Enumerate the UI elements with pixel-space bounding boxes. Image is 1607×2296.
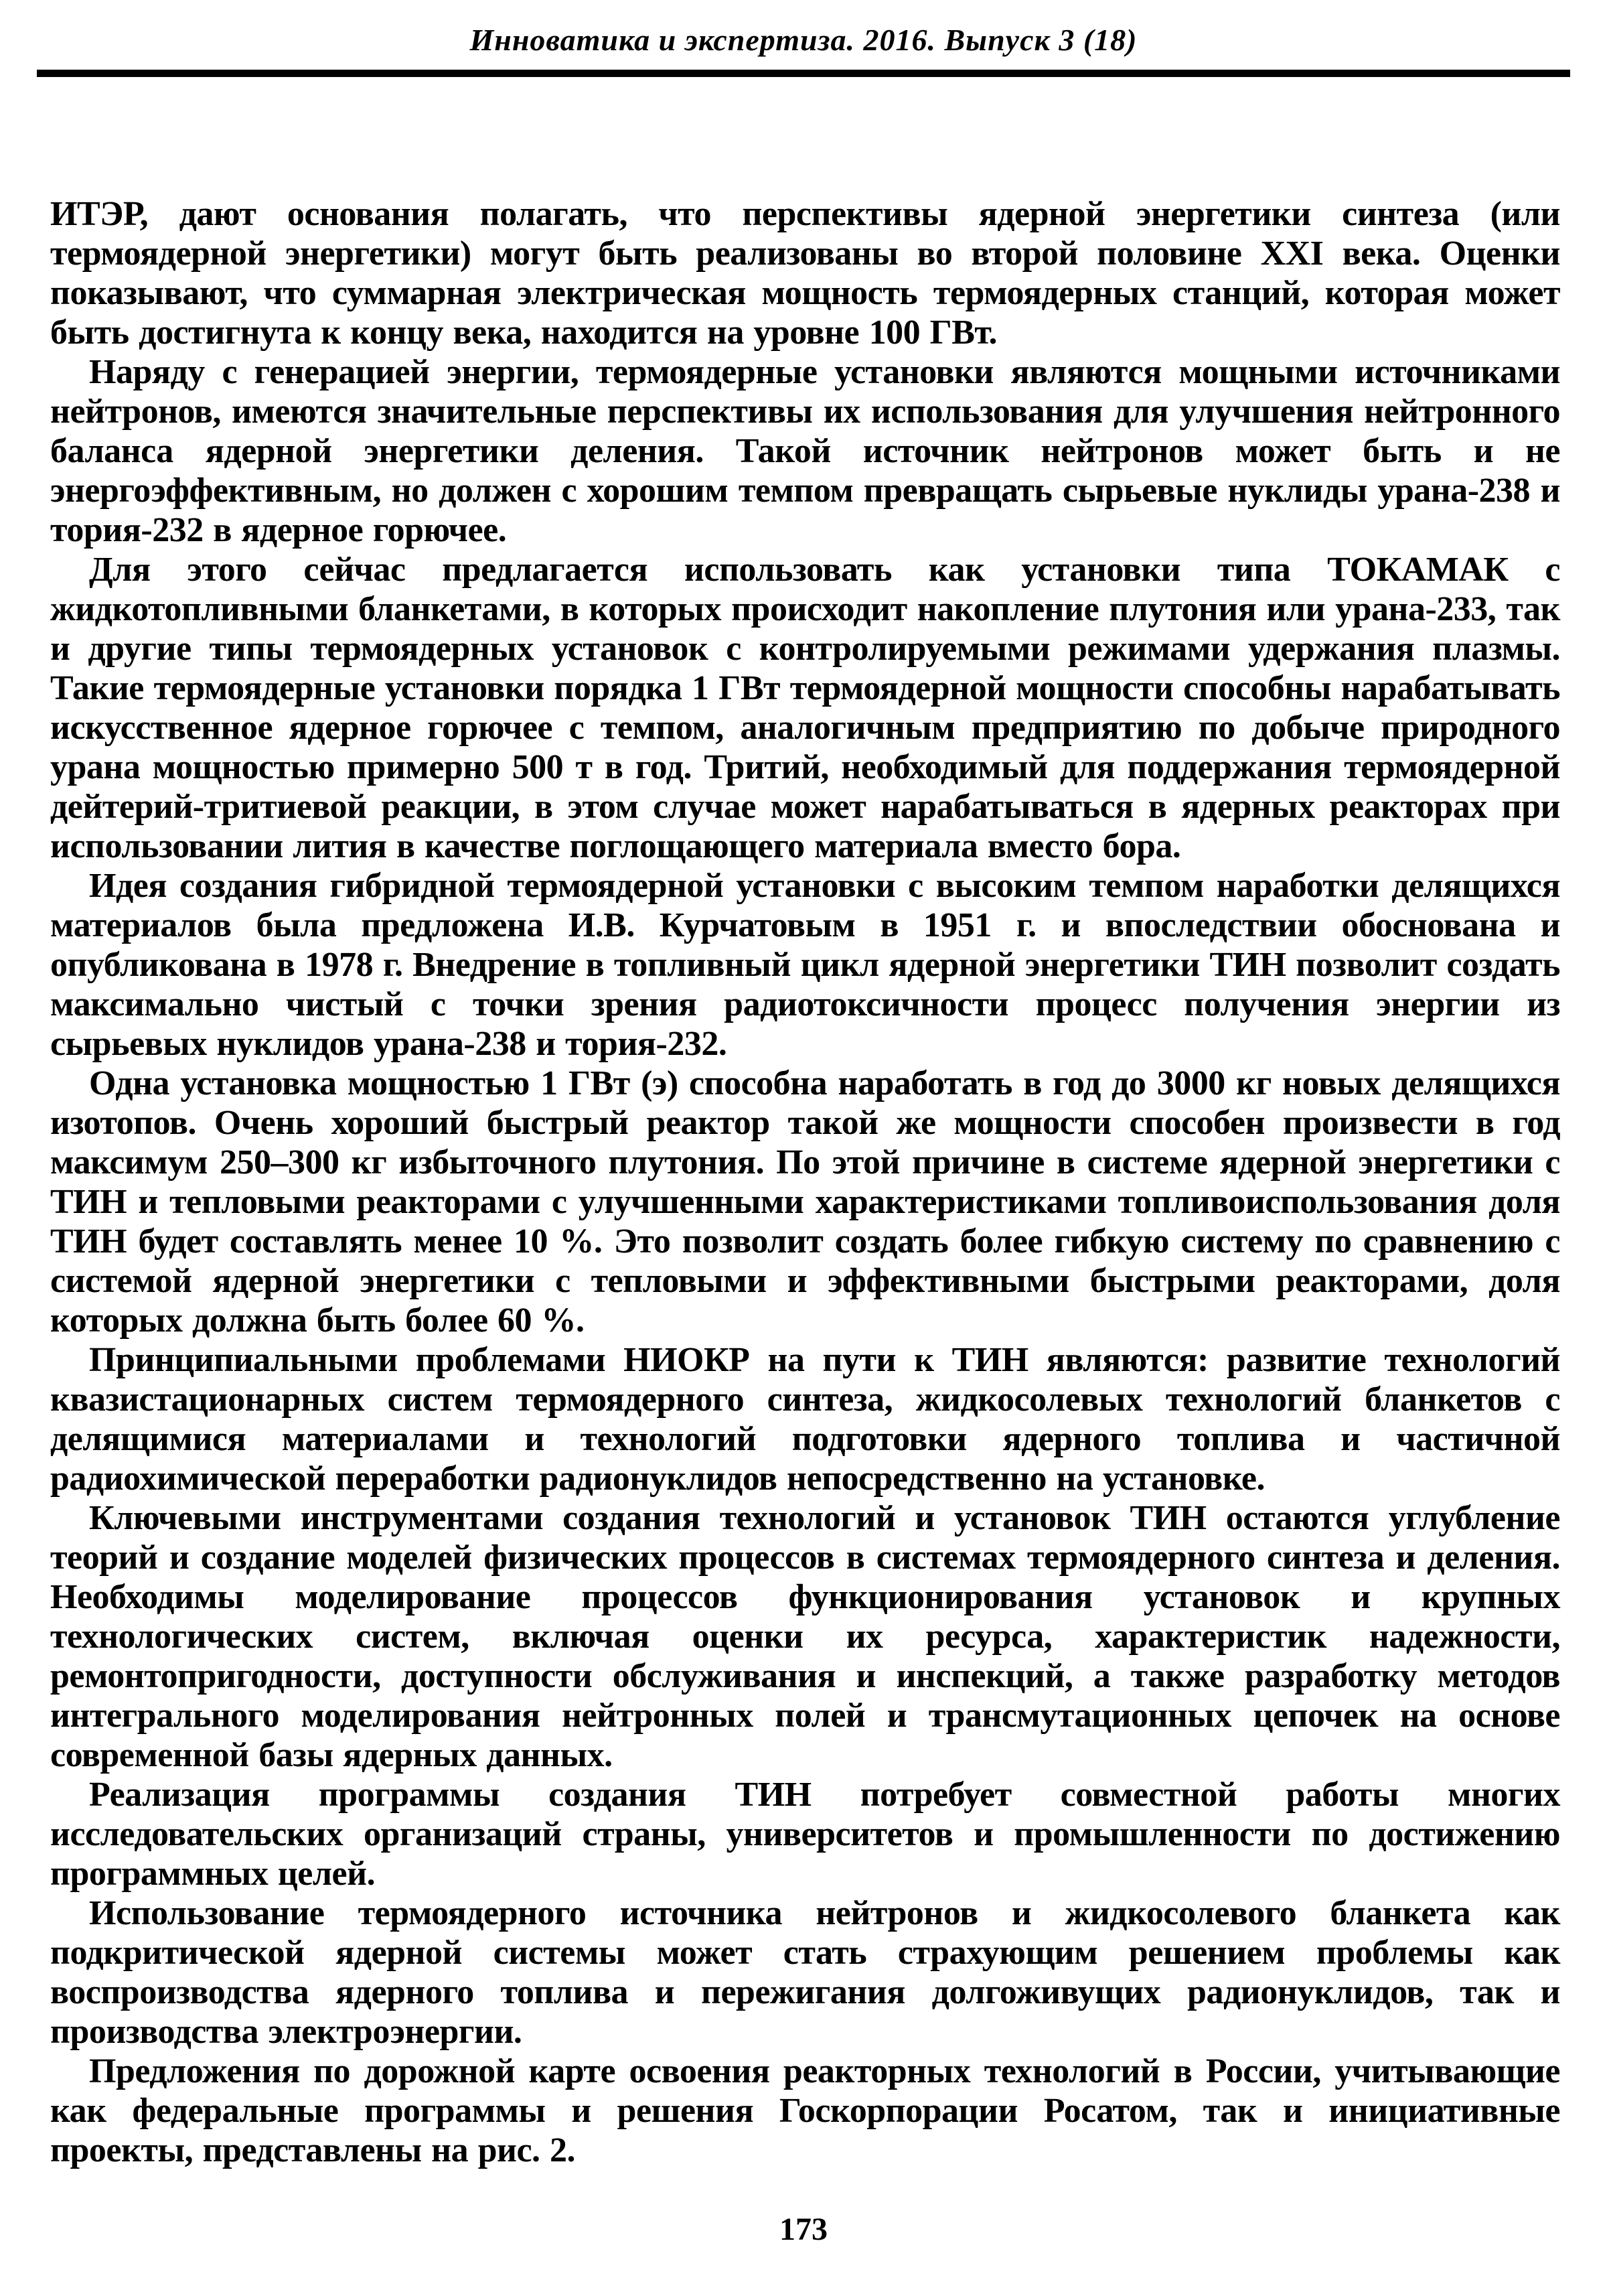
paragraph: Для этого сейчас предлагается использовать как установки типа ТОКАМАК с жидкотопливными бланкетами, в которых происходит накопление плутония или урана-233, так и другие типы термоядерных установок с контролируемыми режимами удержания плазмы. Такие термоядерные установки порядка 1 ГВт термоядерной мощности способны нарабатывать искусственное ядерное горючее с темпом, аналогичным предприятию по добыче природного урана мощностью примерно 500 т в год. Тритий, необходимый для поддержания термоядерной дейтерий-тритиевой реакции, в этом случае может нарабатываться в ядерных реакторах при использовании лития в качестве поглощающего материала вместо бора. bbox=[50, 551, 1560, 865]
paragraph: Наряду с генерацией энергии, термоядерные установки являются мощными источниками нейтронов, имеются значительные перспективы их использования для улучшения нейтронного баланса ядерной энергетики деления. Такой источник нейтронов может быть и не энергоэффективным, но должен с хорошим темпом превращать сырьевые нуклиды урана-238 и тория-232 в ядерное горючее. bbox=[50, 353, 1560, 549]
paragraph: Принципиальными проблемами НИОКР на пути к ТИН являются: развитие технологий квазистационарных систем термоядерного синтеза, жидкосолевых технологий бланкетов с делящимися материалами и технологий подготовки ядерного топлива и частичной радиохимической переработки радионуклидов непосредственно на установке. bbox=[50, 1341, 1560, 1498]
page-body bbox=[50, 194, 1560, 2170]
paragraph: Предложения по дорожной карте освоения реакторных технологий в России, учитывающие как федеральные программы и решения Госкорпорации Росатом, так и инициативные проекты, представлены на рис. 2. bbox=[50, 2052, 1560, 2169]
header-rule bbox=[37, 70, 1570, 77]
paragraph: Реализация программы создания ТИН потребует совместной работы многих исследовательских организаций страны, университетов и промышленности по достижению программных целей. bbox=[50, 1776, 1560, 1893]
paragraph: ИТЭР, дают основания полагать, что перспективы ядерной энергетики синтеза (или термоядерной энергетики) могут быть реализованы во второй половине XXI века. Оценки показывают, что суммарная электрическая мощность термоядерных станций, которая может быть достигнута к концу века, находится на уровне 100 ГВт. bbox=[50, 195, 1560, 352]
page-number: 173 bbox=[779, 2212, 828, 2247]
paragraph: Использование термоядерного источника нейтронов и жидкосолевого бланкета как подкритической ядерной системы может стать страхующим решением проблемы как воспроизводства ядерного топлива и пережигания долгоживущих радионуклидов, так и производства электроэнергии. bbox=[50, 1894, 1560, 2051]
paragraph: Одна установка мощностью 1 ГВт (э) способна наработать в год до 3000 кг новых делящихся изотопов. Очень хороший быстрый реактор такой же мощности способен произвести в год максимум 250–300 кг избыточного плутония. По этой причине в системе ядерной энергетики с ТИН и тепловыми реакторами с улучшенными характеристиками топливоиспользования доля ТИН будет составлять менее 10 %. Это позволит создать более гибкую систему по сравнению с системой ядерной энергетики с тепловыми и эффективными быстрыми реакторами, доля которых должна быть более 60 %. bbox=[50, 1064, 1560, 1340]
paragraph: Ключевыми инструментами создания технологий и установок ТИН остаются углубление теорий и создание моделей физических процессов в системах термоядерного синтеза и деления. Необходимы моделирование процессов функционирования установок и крупных технологических систем, включая оценки их ресурса, характеристик надежности, ремонтопригодности, доступности обслуживания и инспекций, а также разработку методов интегрального моделирования нейтронных полей и трансмутационных цепочек на основе современной базы ядерных данных. bbox=[50, 1499, 1560, 1774]
running-head: Инноватика и экспертиза. 2016. Выпуск 3 (18) bbox=[469, 23, 1138, 57]
paragraph: Идея создания гибридной термоядерной установки с высоким темпом наработки делящихся материалов была предложена И.В. Курчатовым в 1951 г. и впоследствии обоснована и опубликована в 1978 г. Внедрение в топливный цикл ядерной энергетики ТИН позволит создать максимально чистый с точки зрения радиотоксичности процесс получения энергии из сырьевых нуклидов урана-238 и тория-232. bbox=[50, 867, 1560, 1063]
